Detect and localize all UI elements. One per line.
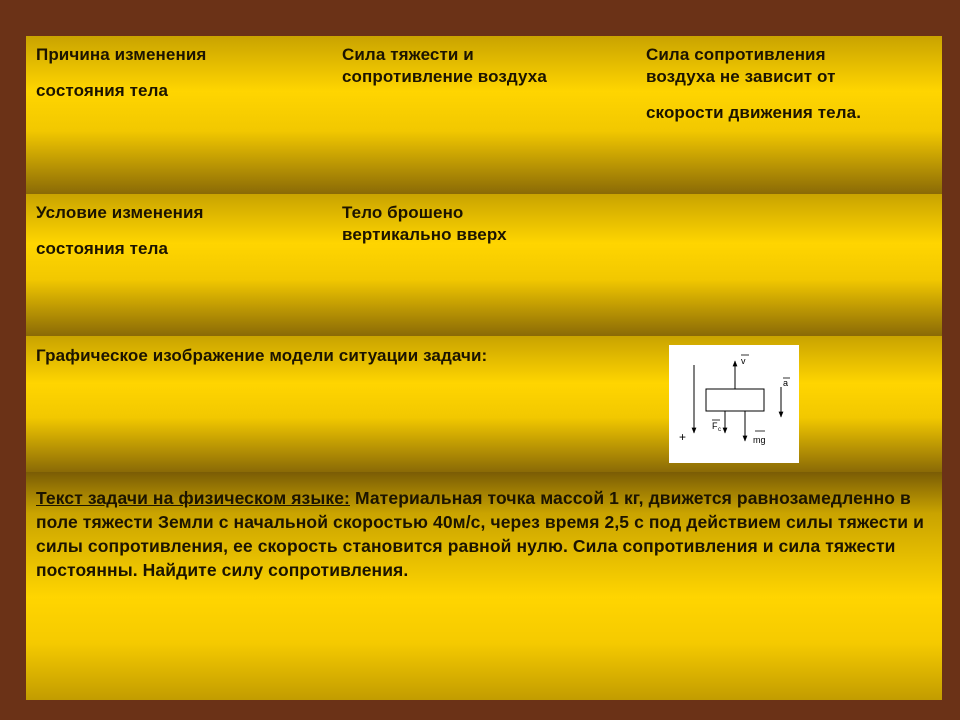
- task-body: Материальная точка массой 1 кг, движется равнозамедленно в поле тяжести Земли с начальной скоростью 40м/с, через время 2,5 с под действием силы тяжести и силы сопротивления, ее скорость становится равной нулю. Сила сопротивления и сила тяжести постоянны. Найдите силу сопротивления.: [36, 488, 924, 580]
- condition-value: [342, 202, 507, 246]
- slide-content: [26, 36, 942, 700]
- condition-label: [36, 202, 204, 260]
- cause-note-line2: воздуха не зависит от: [646, 67, 836, 86]
- cause-note: [646, 44, 861, 124]
- task-text: [36, 486, 934, 582]
- cause-value: [342, 44, 547, 88]
- resistance-label: F: [712, 421, 718, 431]
- condition-label-line1: Условие изменения: [36, 203, 204, 222]
- row-condition: [26, 194, 942, 336]
- cause-label: [36, 44, 206, 102]
- row-graphic: [26, 336, 942, 472]
- resistance-subscript: c: [718, 427, 721, 433]
- row-cause: [26, 36, 942, 194]
- velocity-label: v: [741, 356, 746, 366]
- condition-label-line2: состояния тела: [36, 239, 169, 258]
- gravity-label: mg: [753, 435, 766, 445]
- plus-sign: +: [679, 430, 687, 444]
- cause-label-line2: состояния тела: [36, 81, 169, 100]
- body-rectangle: [706, 389, 764, 411]
- cause-value-line1: Сила тяжести и: [342, 45, 474, 64]
- force-diagram-svg: [669, 345, 799, 463]
- row-task: [26, 472, 942, 700]
- condition-value-line1: Тело брошено: [342, 203, 464, 222]
- cause-label-line1: Причина изменения: [36, 45, 207, 64]
- cause-note-line3: скорости движения тела.: [646, 103, 862, 122]
- graphic-label: Графическое изображение модели ситуации задачи:: [36, 346, 488, 365]
- cause-note-line1: Сила сопротивления: [646, 45, 826, 64]
- force-diagram: [669, 345, 799, 463]
- task-heading: Текст задачи на физическом языке:: [36, 488, 350, 508]
- cause-value-line2: сопротивление воздуха: [342, 67, 547, 86]
- condition-value-line2: вертикально вверх: [342, 225, 507, 244]
- acceleration-label: a: [783, 378, 789, 388]
